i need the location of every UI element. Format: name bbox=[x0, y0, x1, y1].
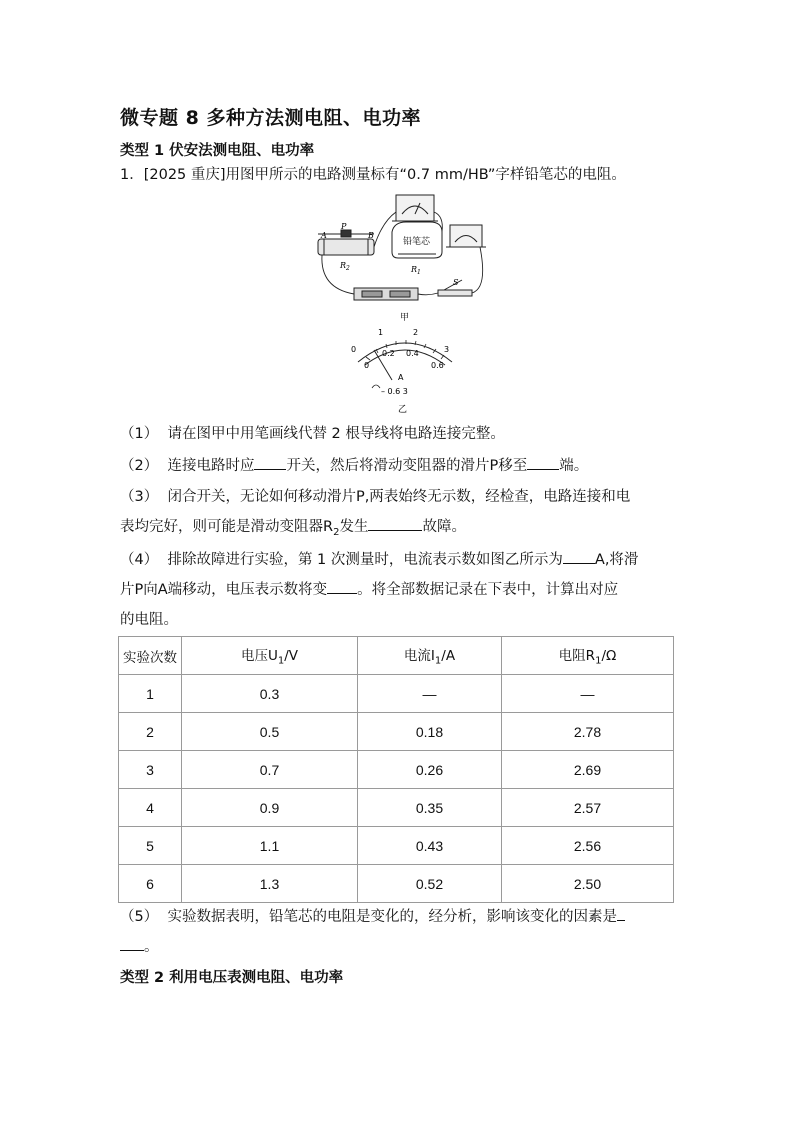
table-row: 3 0.7 0.26 2.69 bbox=[119, 751, 674, 789]
dial-top-2: 2 bbox=[413, 328, 419, 337]
figure-yi-label: 乙 bbox=[398, 405, 408, 415]
answer-blank[interactable] bbox=[617, 906, 625, 921]
battery-box bbox=[354, 288, 418, 300]
dial-bottom-0: 0 bbox=[364, 361, 370, 370]
question-part-3: （3） 闭合开关，无论如何移动滑片P,两表始终无示数，经检查，电路连接和电 表均完好，则可能是滑动变阻器$R_2$发生 故障。 bbox=[120, 489, 631, 538]
dial-unit: A bbox=[398, 373, 404, 382]
figure-jia-label: 甲 bbox=[400, 313, 410, 323]
rheostat-p-label: P bbox=[341, 222, 347, 231]
page-title: 微专题 8 多种方法测电阻、电功率 bbox=[120, 107, 421, 129]
dial-top-1: 1 bbox=[378, 328, 384, 337]
dial-top-0: 0 bbox=[351, 345, 357, 354]
data-table bbox=[118, 636, 674, 903]
table-row: 4 0.9 0.35 2.57 bbox=[119, 789, 674, 827]
answer-blank[interactable] bbox=[327, 579, 357, 594]
switch-label: S bbox=[453, 278, 459, 287]
dial-bottom-0-2: 0.2 bbox=[382, 349, 395, 358]
dial-top-3: 3 bbox=[444, 345, 450, 354]
rheostat-a-label: A bbox=[321, 231, 327, 240]
voltmeter bbox=[392, 195, 438, 221]
question-part-1: （1） 请在图甲中用笔画线代替 2 根导线将电路连接完整。 bbox=[120, 426, 505, 442]
rheostat-r-label: $R_2$ bbox=[340, 261, 350, 272]
question-intro: 1．[2025 重庆]用图甲所示的电路测量标有“0.7 mm/HB”字样铅笔芯的电阻。 bbox=[120, 167, 626, 183]
ammeter-terminals: – 0.6 3 bbox=[381, 387, 408, 396]
table-row: 2 0.5 0.18 2.78 bbox=[119, 713, 674, 751]
ammeter-device bbox=[446, 225, 486, 247]
answer-blank[interactable] bbox=[527, 455, 559, 470]
header-resistance: 电阻$R_1/\Omega$ bbox=[502, 637, 674, 675]
pencil-lead-label: 铅笔芯 bbox=[403, 237, 431, 247]
r1-label: $R_1$ bbox=[411, 265, 421, 276]
type1-heading: 类型 1 伏安法测电阻、电功率 bbox=[120, 143, 315, 159]
answer-blank[interactable] bbox=[254, 455, 286, 470]
dial-bottom-0-6: 0.6 bbox=[431, 361, 444, 370]
type2-heading: 类型 2 利用电压表测电阻、电功率 bbox=[120, 970, 344, 986]
table-row: 5 1.1 0.43 2.56 bbox=[119, 827, 674, 865]
circuit-figure bbox=[310, 192, 500, 417]
answer-blank[interactable] bbox=[120, 936, 144, 951]
header-trial: 实验次数 bbox=[119, 637, 182, 675]
question-part-4: （4） 排除故障进行实验，第 1 次测量时，电流表示数如图乙所示为 A,将滑 片P向A端移动，电压表示数将变 。将全部数据记录在下表中，计算出对应 的电阻。 bbox=[120, 545, 675, 635]
dial-bottom-0-4: 0.4 bbox=[406, 349, 419, 358]
terminal-wire-icon bbox=[372, 385, 380, 388]
rheostat-b-label: B bbox=[368, 231, 374, 240]
header-voltage: 电压$U_1/V$ bbox=[182, 637, 358, 675]
question-part-5: （5） 实验数据表明，铅笔芯的电阻是变化的，经分析，影响该变化的因素是 。 bbox=[120, 902, 675, 962]
table-row: 6 1.3 0.52 2.50 bbox=[119, 865, 674, 903]
header-current: 电流$I_1/A$ bbox=[358, 637, 502, 675]
answer-blank[interactable] bbox=[563, 549, 595, 564]
table-row: 1 0.3 — — bbox=[119, 675, 674, 713]
question-part-2: （2） 连接电路时应 开关，然后将滑动变阻器的滑片P移至 端。 bbox=[120, 451, 675, 481]
table-header-row bbox=[119, 637, 674, 675]
answer-blank[interactable] bbox=[368, 516, 422, 531]
